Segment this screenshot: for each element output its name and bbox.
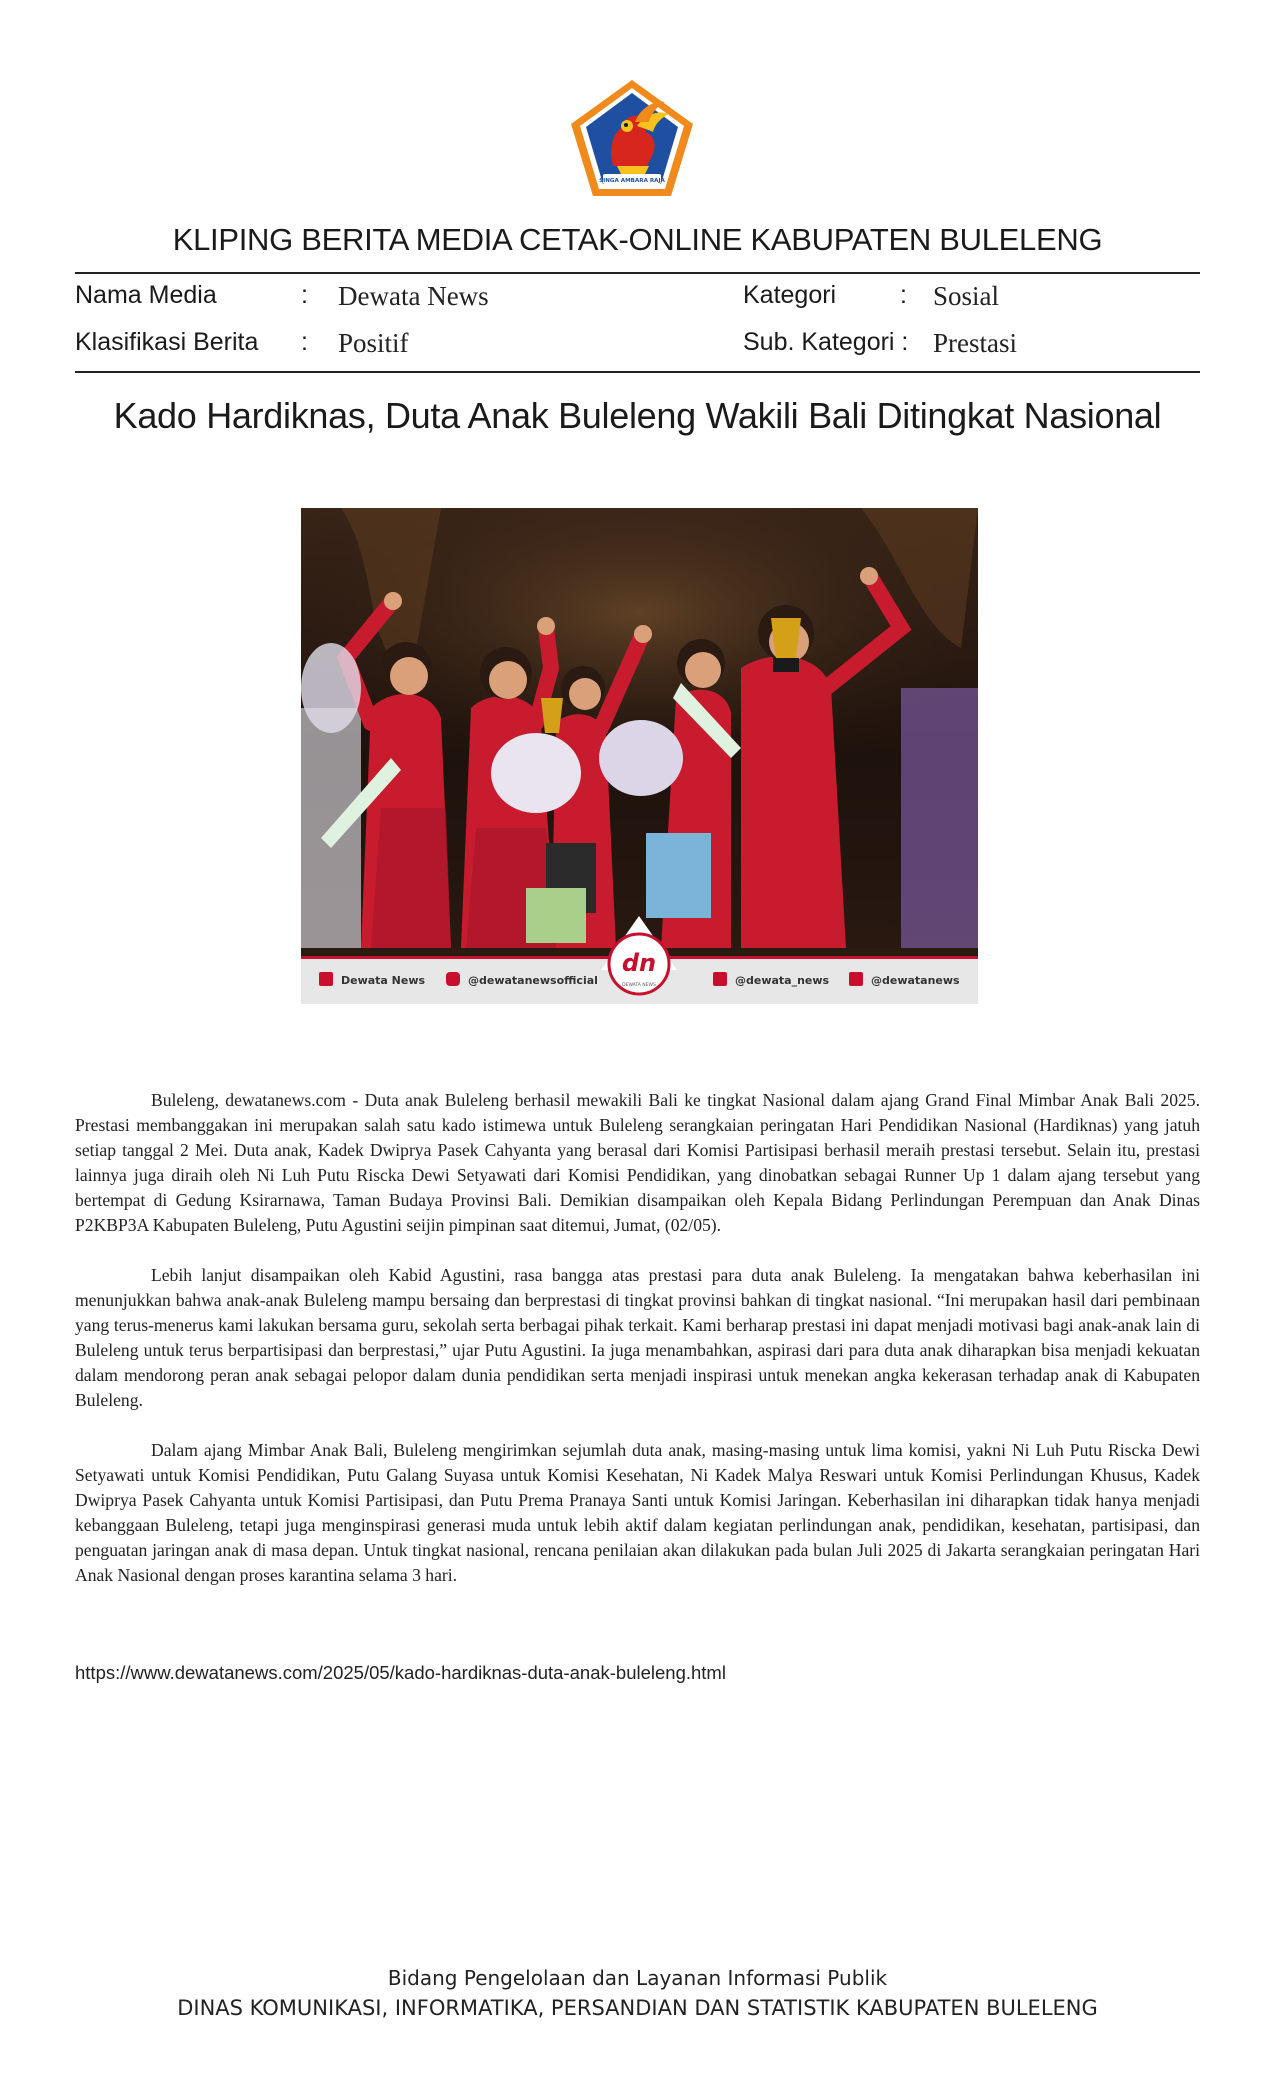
nama-media-label: Nama Media <box>75 281 217 309</box>
paragraph: Lebih lanjut disampaikan oleh Kabid Agustini, rasa bangga atas prestasi para duta anak Buleleng. Ia mengatakan bahwa keberhasilan ini menunjukkan bahwa anak-anak Buleleng mampu bersaing dan berprestasi di tingkat provinsi bahkan di tingkat nasional. “Ini merupakan hasil dari pembinaan yang terus-menerus kami lakukan bersama guru, sekolah serta berbagai pihak terkait. Kami berharap prestasi ini dapat menjadi motivasi bagi anak-anak lain di Buleleng untuk terus berpartisipasi dan berprestasi,” ujar Putu Agustini. Ia juga menambahkan, aspirasi dari para duta anak diharapkan bisa menjadi kekuatan dalam mendorong peran anak sebagai pelopor dalam dunia pendidikan serta menjadi inspirasi untuk menekan angka kekerasan terhadap anak di Kabupaten Buleleng. <box>75 1265 1200 1410</box>
kategori-value: Sosial <box>933 281 1000 311</box>
brand-logo-text: dn <box>621 949 657 977</box>
facebook-icon <box>319 972 333 986</box>
twitter-handle: @dewata_news <box>735 974 830 987</box>
facebook-handle: Dewata News <box>341 974 426 987</box>
sub-kategori-value: Prestasi <box>933 328 1017 358</box>
twitter-icon <box>713 972 727 986</box>
source-url: https://www.dewatanews.com/2025/05/kado-hardiknas-duta-anak-buleleng.html <box>75 1662 726 1683</box>
header-divider-bottom <box>75 371 1200 373</box>
kategori-colon: : <box>900 281 907 309</box>
instagram-handle: @dewatanewsofficial <box>468 974 598 987</box>
klasifikasi-colon: : <box>301 328 308 356</box>
klasifikasi-value: Positif <box>338 328 409 358</box>
regency-logo <box>565 74 699 202</box>
brand-sub-text: DEWATA NEWS <box>622 983 656 988</box>
nama-media-value: Dewata News <box>338 281 489 311</box>
klasifikasi-label: Klasifikasi Berita <box>75 328 259 356</box>
paragraph: Buleleng, dewatanews.com - Duta anak Buleleng berhasil mewakili Bali ke tingkat Nasional dalam ajang Grand Final Mimbar Anak Bali 2025. Prestasi membanggakan ini merupakan salah satu kado istimewa untuk Buleleng serangkaian peringatan Hari Pendidikan Nasional (Hardiknas) yang jatuh setiap tanggal 2 Mei. Duta anak, Kadek Dwiprya Pasek Cahyanta yang berasal dari Komisi Partisipasi berhasil meraih prestasi tersebut. Selain itu, prestasi lainnya juga diraih oleh Ni Luh Putu Riscka Dewi Setyawati dari Komisi Pendidikan, yang dinobatkan sebagai Runner Up 1 dalam ajang tersebut yang bertempat di Gedung Ksirarnawa, Taman Budaya Provinsi Bali. Demikian disampaikan oleh Kepala Bidang Perlindungan Perempuan dan Anak Dinas P2KBP3A Kabupaten Buleleng, Putu Agustini seijin pimpinan saat ditemui, Jumat, (02/05). <box>75 1090 1200 1235</box>
header-divider-top <box>75 272 1200 274</box>
footer-department: Bidang Pengelolaan dan Layanan Informasi Publik <box>387 1966 888 1990</box>
singa-ambara-raja-emblem-icon <box>565 74 699 202</box>
article-photo <box>301 508 978 1004</box>
kategori-label: Kategori <box>743 281 837 309</box>
tiktok-handle: @dewatanews <box>871 974 960 987</box>
logo-text: SINGA AMBARA RAJA <box>599 178 665 184</box>
paragraph: Dalam ajang Mimbar Anak Bali, Buleleng mengirimkan sejumlah duta anak, masing-masing untuk lima komisi, yakni Ni Luh Putu Riscka Dewi Setyawati untuk Komisi Pendidikan, Putu Galang Suyasa untuk Komisi Kesehatan, Ni Kadek Malya Reswari untuk Komisi Perlindungan Khusus, Kadek Dwiprya Pasek Cahyanta untuk Komisi Partisipasi, dan Putu Prema Pranaya Santi untuk Komisi Jaringan. Keberhasilan ini diharapkan tidak hanya menjadi kebanggaan Buleleng, tetapi juga menginspirasi generasi muda untuk lebih aktif dalam kegiatan perlindungan anak, pendidikan, kesehatan, partisipasi, dan penguatan jaringan anak di masa depan. Untuk tingkat nasional, rencana penilaian akan dilakukan pada bulan Juli 2025 di Jakarta serangkaian peringatan Hari Anak Nasional dengan proses karantina selama 3 hari. <box>75 1440 1200 1585</box>
article-headline: Kado Hardiknas, Duta Anak Buleleng Wakili Bali Ditingkat Nasional <box>113 395 1162 436</box>
article-body <box>75 1088 1200 1613</box>
footer-agency: DINAS KOMUNIKASI, INFORMATIKA, PERSANDIAN DAN STATISTIK KABUPATEN BULELENG <box>177 1996 1098 2020</box>
instagram-icon <box>446 972 460 986</box>
document-title: KLIPING BERITA MEDIA CETAK-ONLINE KABUPATEN BULELENG <box>172 222 1103 257</box>
tiktok-icon <box>849 972 863 986</box>
nama-media-colon: : <box>301 281 308 309</box>
sub-kategori-label: Sub. Kategori : <box>743 328 909 356</box>
